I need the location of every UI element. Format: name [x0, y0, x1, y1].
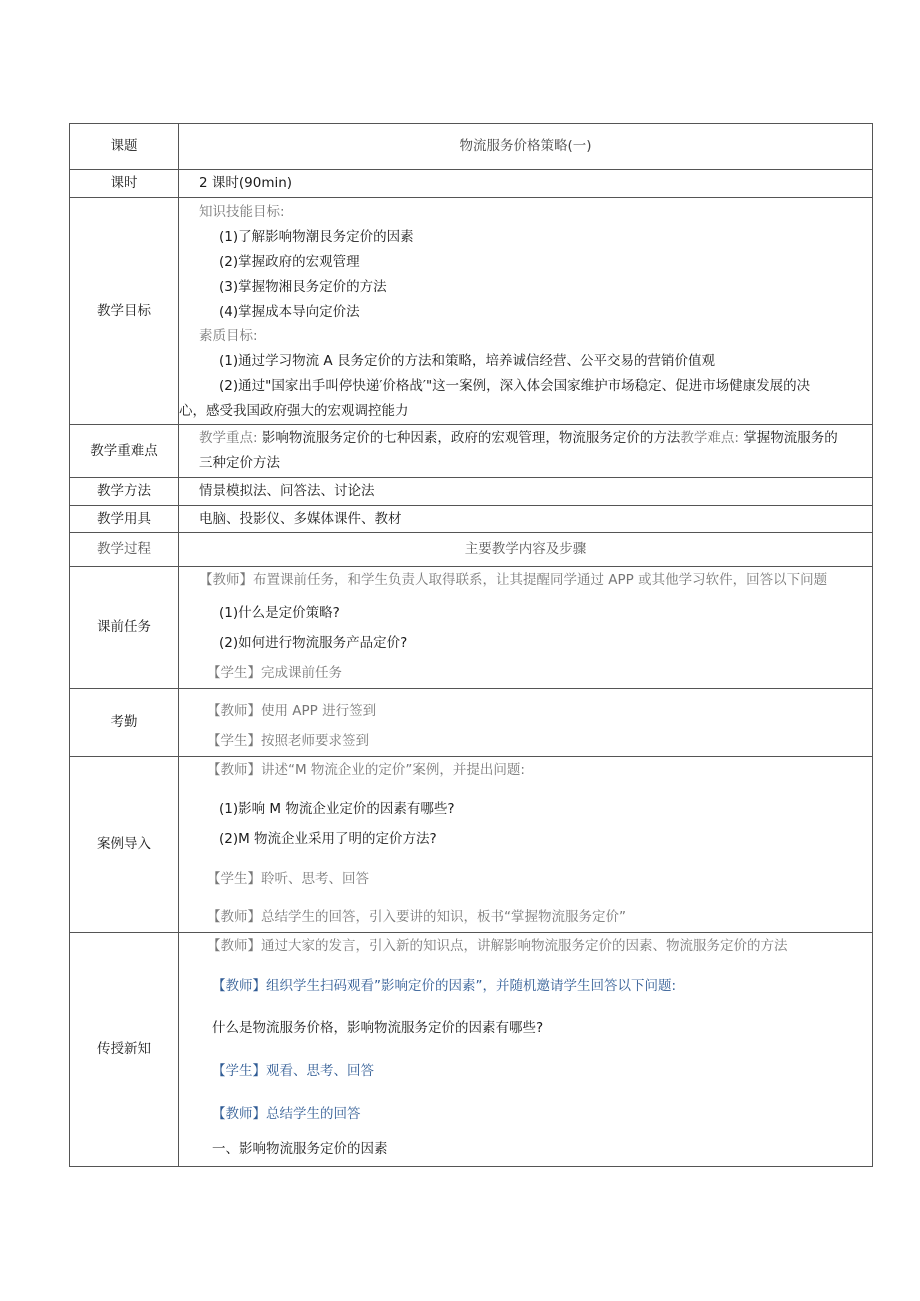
knowledge-heading: 知识技能目标:	[199, 204, 285, 221]
row-attendance	[70, 689, 873, 757]
difficulty-text-continued: 三种定价方法	[199, 455, 280, 471]
key-points-line	[179, 426, 872, 451]
row-case-intro	[70, 757, 873, 933]
case-intro-question: (2)M 物流企业采用了明的定价方法?	[219, 831, 437, 847]
case-intro-summary: 【教师】总结学生的回答，引入要讲的知识，板书“掌握物流服务定价”	[207, 909, 626, 925]
row-tools	[70, 506, 873, 533]
row-objectives	[70, 198, 873, 425]
key-points-label: 教学重难点	[70, 425, 179, 478]
lesson-plan-table	[69, 123, 873, 1167]
case-intro-student: 【学生】聆听、思考、回答	[207, 871, 369, 887]
knowledge-item: (1)了解影响物潮艮务定价的因素	[219, 229, 414, 246]
row-methods	[70, 478, 873, 506]
new-knowledge-student: 【学生】观看、思考、回答	[212, 1063, 374, 1079]
new-knowledge-label: 传授新知	[70, 933, 179, 1167]
knowledge-item: (3)掌握物湘艮务定价的方法	[219, 278, 387, 295]
case-intro-question: (1)影响 M 物流企业定价的因素有哪些?	[219, 801, 455, 817]
attendance-label: 考勤	[70, 689, 179, 757]
difficulty-tag: 教学难点:	[680, 430, 739, 446]
objectives-label: 教学目标	[70, 198, 179, 425]
attendance-teacher: 【教师】使用 APP 进行签到	[207, 702, 377, 719]
section-heading: 一、影响物流服务定价的因素	[212, 1141, 388, 1157]
pre-class-label: 课前任务	[70, 567, 179, 689]
new-knowledge-teacher: 【教师】通过大家的发言，引入新的知识点，讲解影响物流服务定价的因素、物流服务定价的方法	[207, 938, 788, 954]
quality-item: (2)通过"国家出手叫停快递′价格战′"这一案例，深入体会国家维护市场稳定、促进市场健康发展的决	[219, 377, 811, 394]
new-knowledge-teacher-video: 【教师】组织学生扫码观看”影响定价的因素”，并随机邀请学生回答以下问题:	[212, 978, 677, 994]
lesson-title: 物流服务价格策略(一)	[179, 124, 873, 170]
pre-class-question: (2)如何进行物流服务产品定价?	[219, 635, 408, 651]
quality-item: (1)通过学习物流 A 艮务定价的方法和策略，培养诚信经营、公平交易的营销价值观	[219, 353, 715, 370]
methods-label: 教学方法	[70, 478, 179, 506]
pre-class-question: (1)什么是定价策略?	[219, 605, 340, 621]
row-process-header	[70, 533, 873, 567]
row-title	[70, 124, 873, 170]
tools-value: 电脑、投影仪、多媒体课件、教材	[199, 510, 402, 527]
methods-value: 情景模拟法、问答法、讨论法	[199, 483, 375, 500]
hours-label: 课时	[70, 170, 179, 198]
knowledge-item: (2)掌握政府的宏观管理	[219, 254, 360, 270]
case-intro-teacher: 【教师】讲述“M 物流企业的定价”案例，并提出问题:	[207, 762, 525, 778]
row-pre-class	[70, 567, 873, 689]
pre-class-teacher: 【教师】布置课前任务，和学生负责人取得联系，让其提醒同学通过 APP 或其他学习软件，回答以下问题	[199, 572, 828, 588]
process-content-heading: 主要教学内容及步骤	[179, 533, 873, 567]
quality-heading: 素质目标:	[199, 328, 258, 345]
tools-label: 教学用具	[70, 506, 179, 533]
process-label: 教学过程	[70, 533, 179, 567]
row-new-knowledge	[70, 933, 873, 1167]
row-hours	[70, 170, 873, 198]
hours-value: 2 课时(90min)	[199, 175, 293, 192]
attendance-student: 【学生】按照老师要求签到	[207, 732, 369, 749]
focus-tag: 教学重点:	[199, 430, 258, 446]
focus-text: 影响物流服务定价的七种因素，政府的宏观管理，物流服务定价的方法	[257, 430, 681, 446]
new-knowledge-summary: 【教师】总结学生的回答	[212, 1106, 361, 1122]
new-knowledge-question: 什么是物流服务价格，影响物流服务定价的因素有哪些?	[212, 1020, 544, 1036]
row-key-points	[70, 425, 873, 478]
title-label: 课题	[70, 124, 179, 170]
difficulty-text: 掌握物流服务的	[738, 430, 838, 446]
quality-item-continued: 心，感受我国政府强大的宏观调控能力	[179, 402, 409, 419]
knowledge-item: (4)掌握成本导向定价法	[219, 303, 360, 320]
pre-class-student: 【学生】完成课前任务	[207, 665, 342, 681]
case-intro-label: 案例导入	[70, 757, 179, 933]
